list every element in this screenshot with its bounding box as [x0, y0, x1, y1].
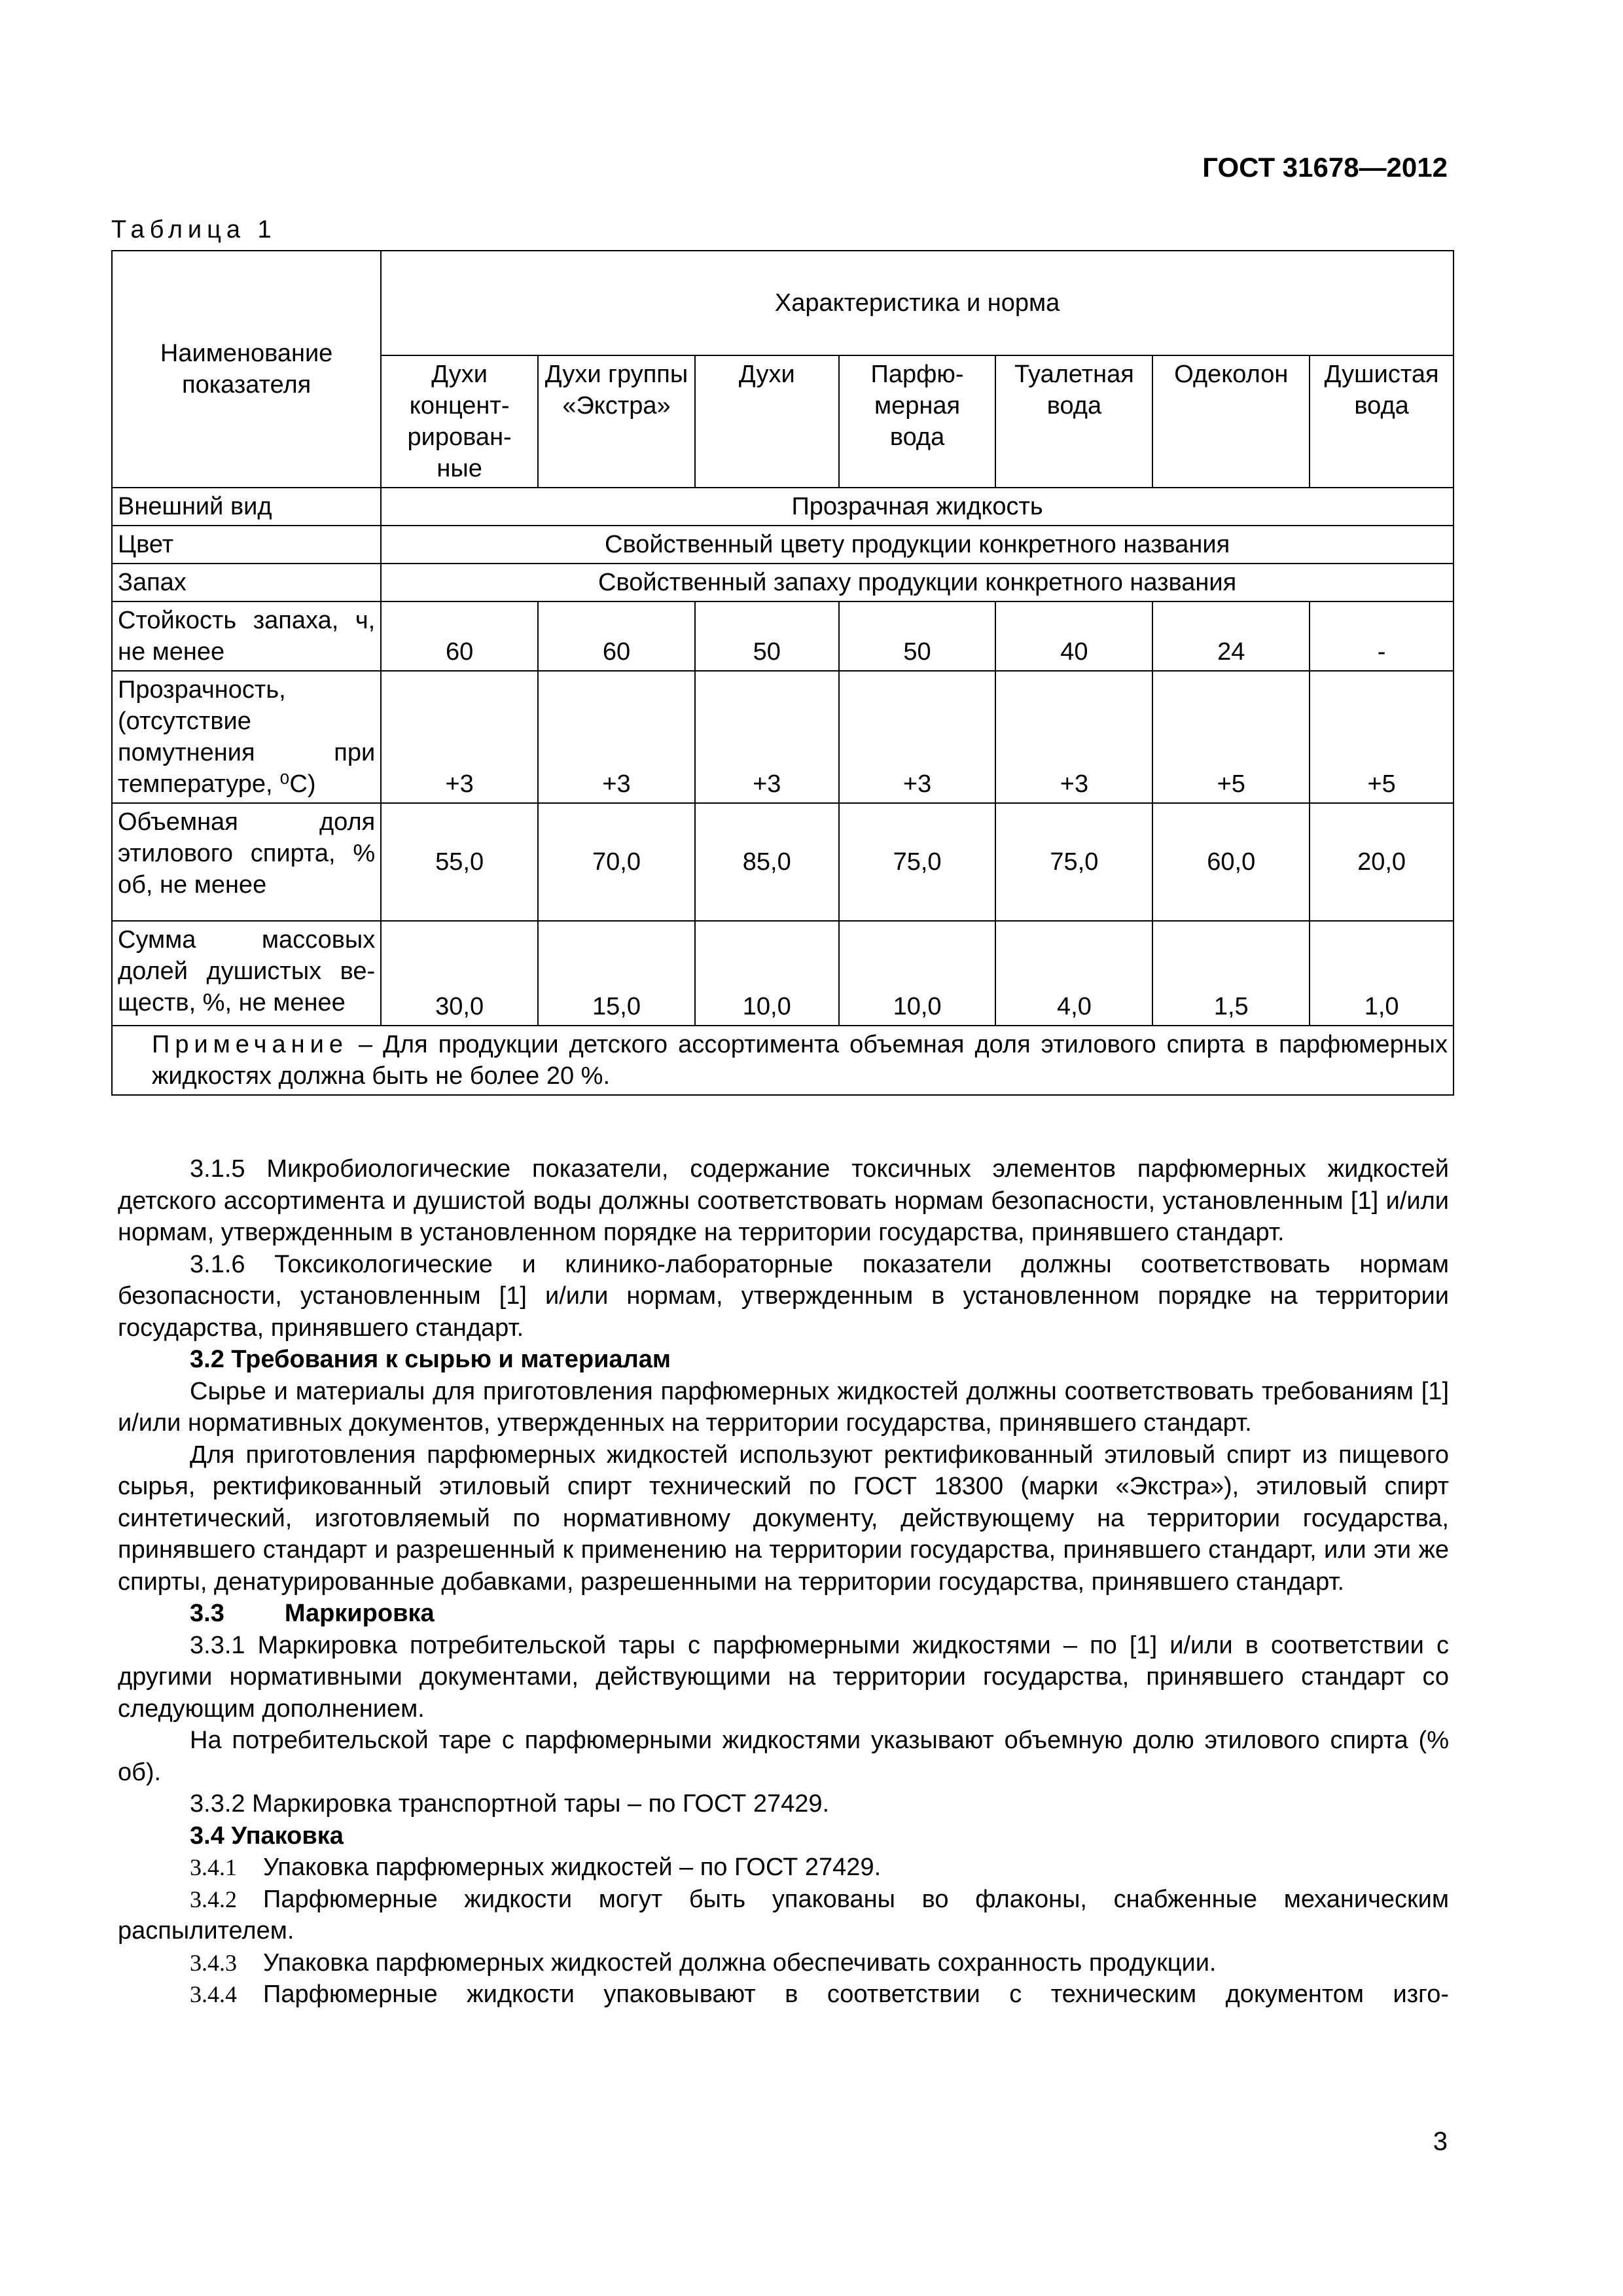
table-cell: 50: [695, 601, 839, 671]
col-header: Духи группы «Экстра»: [538, 355, 695, 488]
document-body: [118, 1153, 1449, 2011]
table-cell: 20,0: [1310, 803, 1454, 921]
row-label: Цвет: [112, 526, 381, 564]
row-span-value: Прозрачная жидкость: [381, 488, 1454, 526]
col-group-header: Характеристика и норма: [381, 251, 1454, 355]
table-cell: 70,0: [538, 803, 695, 921]
col-header: Духи концент- рирован- ные: [381, 355, 538, 488]
heading-title: Маркировка: [284, 1600, 435, 1627]
table-cell: 10,0: [695, 921, 839, 1026]
document-code: ГОСТ 31678—2012: [1202, 152, 1448, 183]
table-caption: Таблица 1: [111, 216, 277, 243]
table-cell: 75,0: [839, 803, 996, 921]
paragraph-3-4-2: [118, 1884, 1449, 1947]
clause-text: Упаковка парфюмерных жидкостей – по ГОСТ 27429.: [263, 1854, 882, 1881]
table-cell: 60: [538, 601, 695, 671]
paragraph-3-2-b: Для приготовления парфюмерных жидкостей используют ректификованный этиловый спирт из пищевого сырья, ректификованный этиловый спирт технический по ГОСТ 18300 (марки «Экстра»), этиловый спирт синтетический, изготовляемый по нормативному документу, действующему на территории государства, принявшего стандарт и разрешенный к применению на территории государства, принявшего стандарт, или эти же спирты, денатурированные добавками, разрешенными на территории государства, принявшего стандарт.: [118, 1441, 1449, 1596]
table-note-row: [112, 1026, 1454, 1095]
table-cell: 50: [839, 601, 996, 671]
table-cell: 30,0: [381, 921, 538, 1026]
table-header-row: [112, 251, 1454, 355]
table-cell: 55,0: [381, 803, 538, 921]
col-header: Духи: [695, 355, 839, 488]
row-label: Сумма массовых долей душистых ве- ществ, %, не менее: [112, 921, 381, 1026]
clause-number: 3.4.1: [190, 1854, 237, 1880]
section-heading-3-3: [118, 1598, 1449, 1630]
table-cell: +3: [538, 671, 695, 803]
paragraph-3-2-a: Сырье и материалы для приготовления парфюмерных жидкостей должны соответствовать требованиям [1] и/или нормативных документов, утвержденных на территории государства, принявшего стандарт.: [118, 1377, 1449, 1437]
page-number: 3: [1433, 2127, 1448, 2156]
table-cell: +3: [995, 671, 1152, 803]
paragraph-3-3-1-b: На потребительской таре с парфюмерными жидкостями указывают объемную долю этилового спирта (% об).: [118, 1727, 1449, 1786]
table-cell: 60,0: [1152, 803, 1310, 921]
note-text: – Для продукции детского ассортимента объемная доля этилового спирта в парфюмерных жидкостях должна быть не более 20 %.: [152, 1031, 1448, 1090]
table-cell: 85,0: [695, 803, 839, 921]
table-cell: +3: [695, 671, 839, 803]
table-row: [112, 488, 1454, 526]
paragraph-3-3-2: 3.3.2 Маркировка транспортной тары – по ГОСТ 27429.: [190, 1790, 830, 1818]
table-cell: +5: [1310, 671, 1454, 803]
table-row: [112, 526, 1454, 564]
table-row: [112, 921, 1454, 1026]
paragraph-3-4-4: [118, 1979, 1449, 2011]
clause-number: 3.4.4: [190, 1981, 237, 2007]
col-header-indicator: Наименование показателя: [112, 251, 381, 488]
row-label: Прозрачность, (отсутствие помутнения при температуре, ⁰С): [112, 671, 381, 803]
indicators-table: [111, 250, 1454, 1096]
clause-number: 3.4.3: [190, 1949, 237, 1976]
table-cell: 1,0: [1310, 921, 1454, 1026]
paragraph-3-1-6: 3.1.6 Токсикологические и клинико-лабораторные показатели должны соответствовать нормам безопасности, установленным [1] и/или нормам, утвержденным в установленном порядке на территории государства, принявшего стандарт.: [118, 1250, 1449, 1342]
table-cell: 15,0: [538, 921, 695, 1026]
row-span-value: Свойственный цвету продукции конкретного названия: [381, 526, 1454, 564]
heading-number: 3.3: [190, 1600, 224, 1627]
col-header: Парфю- мерная вода: [839, 355, 996, 488]
table-cell: 10,0: [839, 921, 996, 1026]
table-cell: +5: [1152, 671, 1310, 803]
table-cell: 40: [995, 601, 1152, 671]
paragraph-3-4-1: [118, 1852, 1449, 1884]
table-cell: 4,0: [995, 921, 1152, 1026]
note-label: Примечание: [152, 1031, 348, 1058]
table-cell: +3: [839, 671, 996, 803]
paragraph-3-1-5: 3.1.5 Микробиологические показатели, содержание токсичных элементов парфюмерных жидкостей детского ассортимента и душистой воды должны соответствовать нормам безопасности, установленным [1] и/или нормам, утвержденным в установленном порядке на территории государства, принявшего стандарт.: [118, 1155, 1449, 1246]
table-row: [112, 564, 1454, 601]
clause-text: Парфюмерные жидкости упаковывают в соответствии с техническим документом изго-: [263, 1981, 1449, 2008]
table-row: [112, 803, 1454, 921]
table-cell: 75,0: [995, 803, 1152, 921]
table-cell: 1,5: [1152, 921, 1310, 1026]
row-label: Запах: [112, 564, 381, 601]
row-label: Стойкость запаха, ч, не менее: [112, 601, 381, 671]
table-cell: 24: [1152, 601, 1310, 671]
row-span-value: Свойственный запаху продукции конкретного названия: [381, 564, 1454, 601]
row-label: Внешний вид: [112, 488, 381, 526]
clause-text: Упаковка парфюмерных жидкостей должна обеспечивать сохранность продукции.: [263, 1948, 1217, 1977]
clause-number: 3.4.2: [190, 1886, 237, 1912]
table-cell: +3: [381, 671, 538, 803]
table-row: [112, 671, 1454, 803]
paragraph-3-3-1: 3.3.1 Маркировка потребительской тары с парфюмерными жидкостями – по [1] и/или в соответствии с другими нормативными документами, действующими на территории государства, принявшего стандарт со следующим дополнением.: [118, 1631, 1449, 1723]
col-header: Одеколон: [1152, 355, 1310, 488]
col-header: Душистая вода: [1310, 355, 1454, 488]
table-note: [112, 1026, 1454, 1095]
clause-text: Парфюмерные жидкости могут быть упакованы во флаконы, снабженные механическим распылителем.: [118, 1885, 1449, 1945]
section-heading-3-4: 3.4 Упаковка: [190, 1821, 344, 1850]
table-cell: 60: [381, 601, 538, 671]
col-header: Туалетная вода: [995, 355, 1152, 488]
paragraph-3-4-3: [118, 1947, 1449, 1979]
table-row: [112, 601, 1454, 671]
row-label: Объемная доля этилового спирта, % об, не менее: [112, 803, 381, 921]
section-heading-3-2: 3.2 Требования к сырью и материалам: [190, 1346, 671, 1373]
table-cell: -: [1310, 601, 1454, 671]
